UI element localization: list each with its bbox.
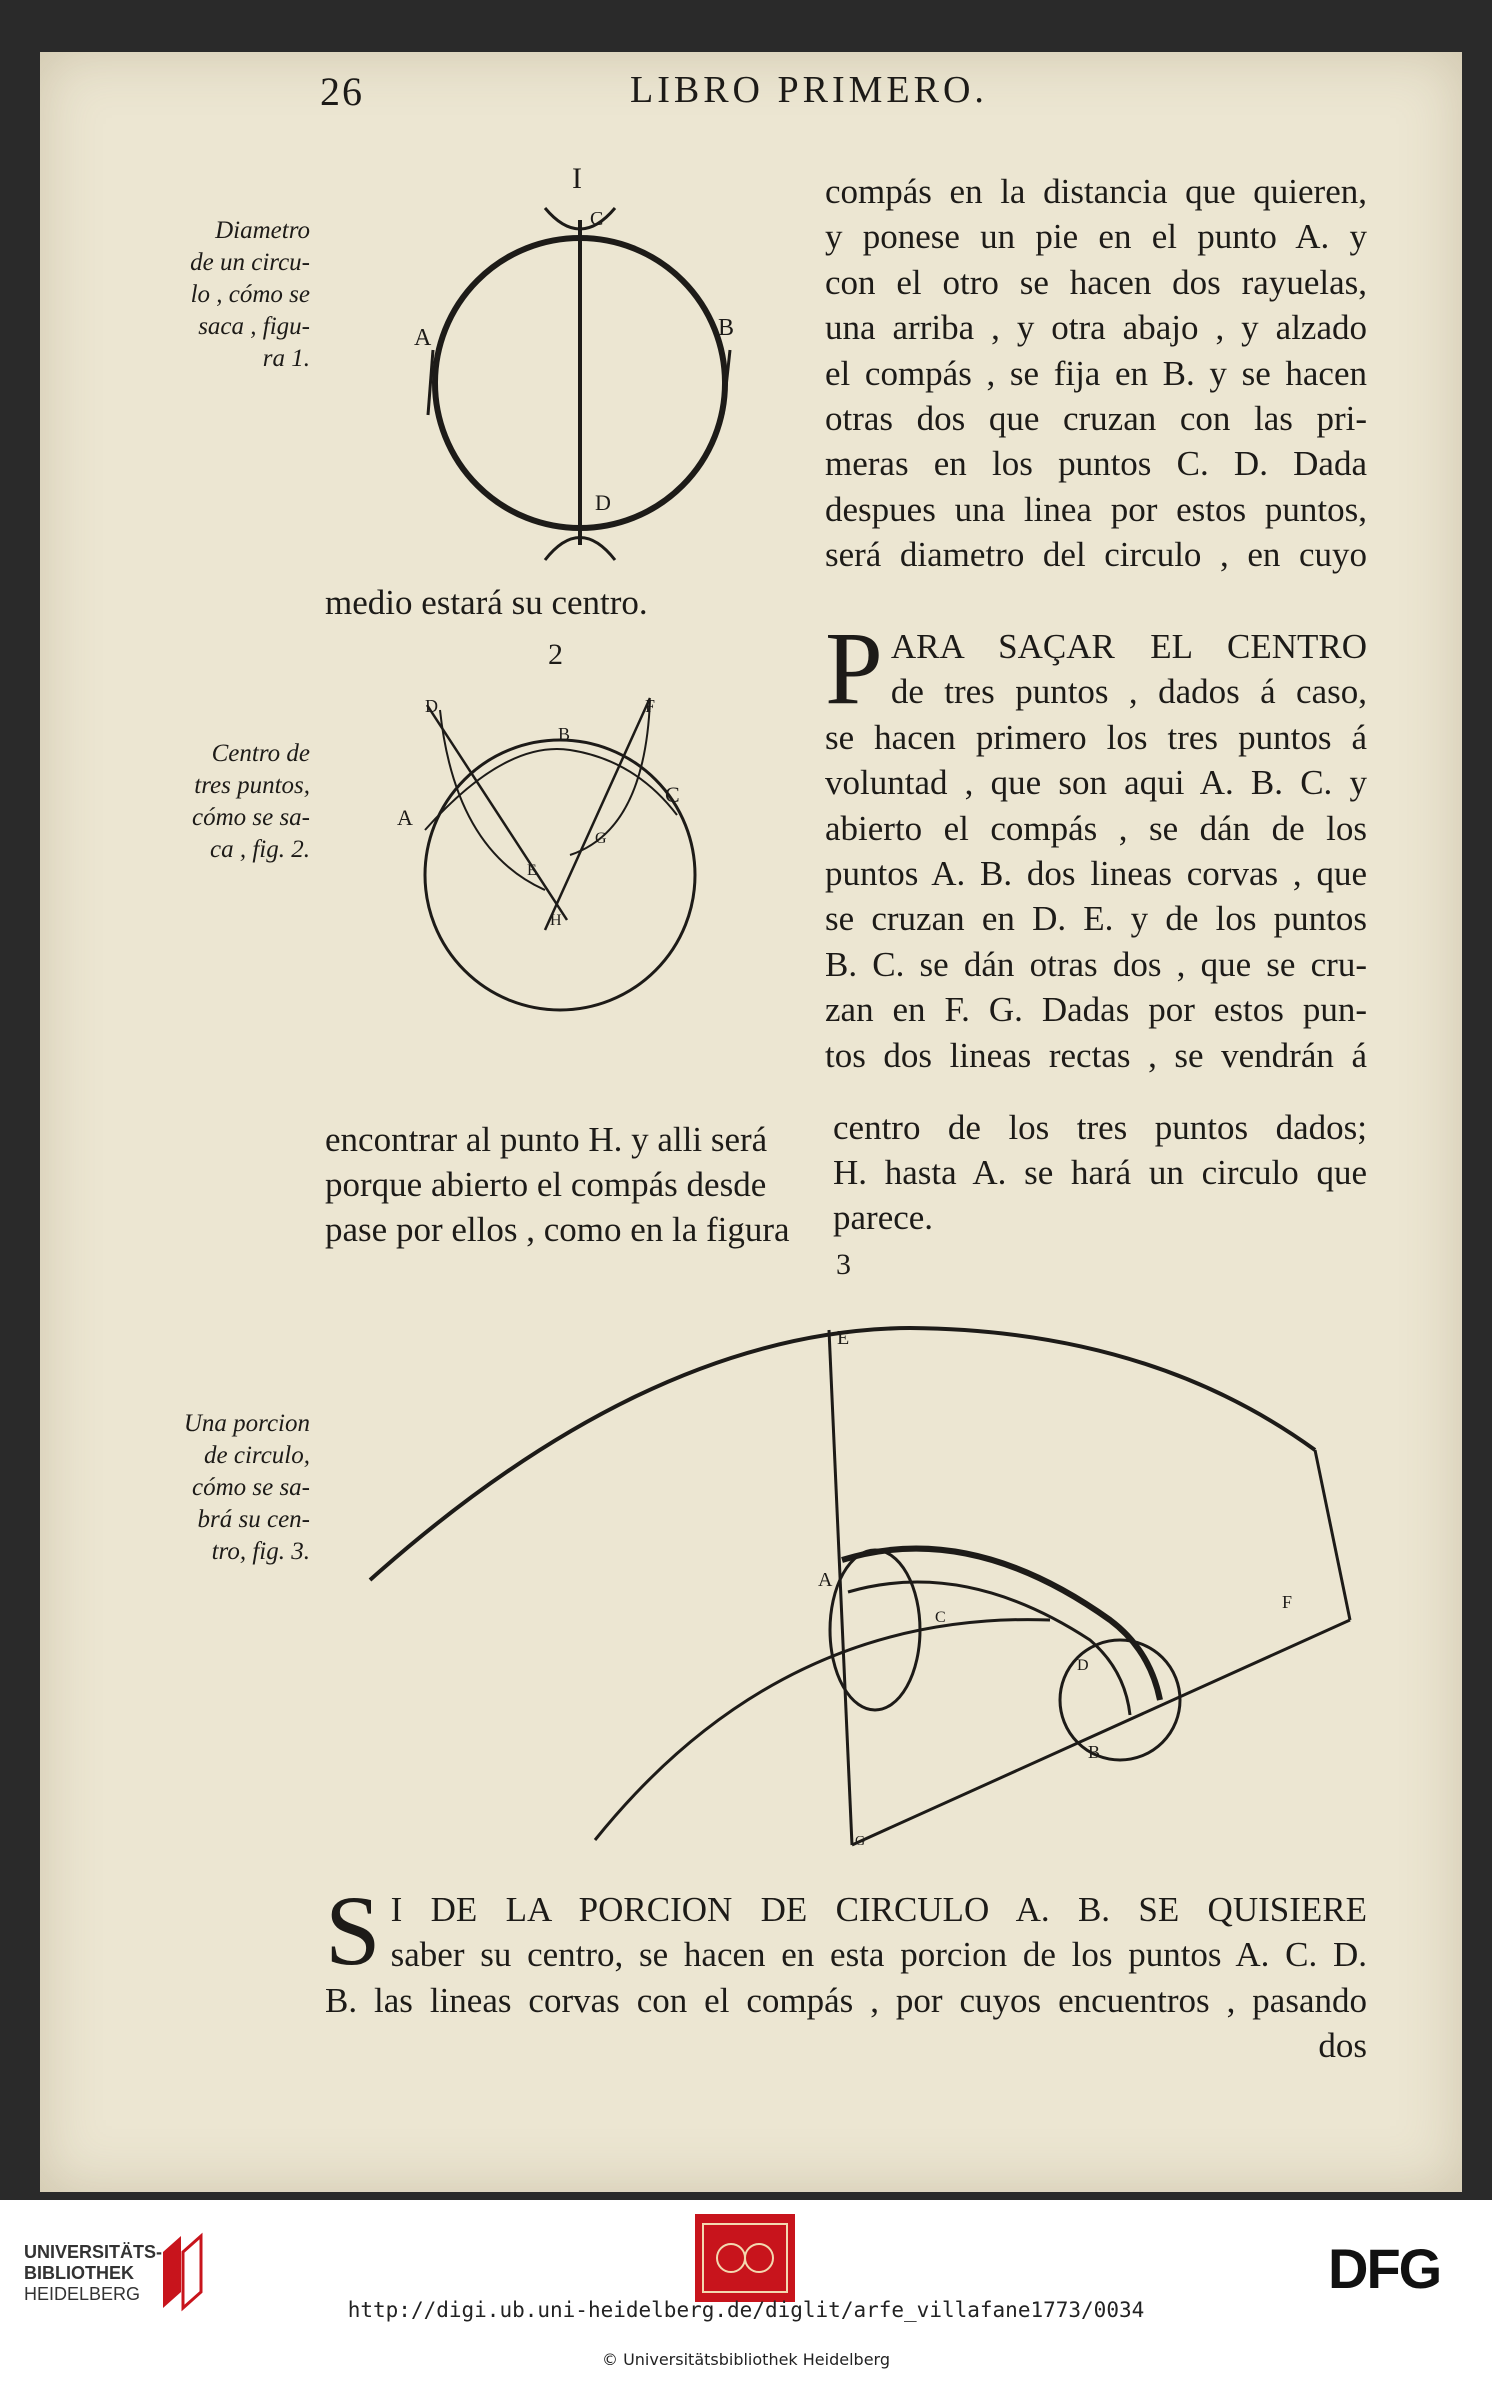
margin-note-fig2	[170, 738, 310, 866]
fig2-circle	[425, 740, 695, 1010]
margin-line: saca , figu-	[198, 313, 310, 340]
fig3-line-g	[852, 1620, 1350, 1845]
text-line: abierto el compás , se dán de los	[825, 808, 1367, 848]
fig2-label-D: D	[425, 696, 438, 716]
dfg-logo[interactable]: DFG	[1328, 2237, 1441, 2300]
text-line: despues una linea por estos puntos,	[825, 489, 1367, 529]
text-line-right: H. hasta A. se hará un circulo que	[833, 1153, 1367, 1192]
mixed-line-row	[325, 1150, 1367, 1204]
margin-line: Una porcion	[183, 1410, 310, 1437]
text-line: B. C. se dán otras dos , que se cru-	[825, 944, 1367, 984]
fig1-label-C: C	[590, 208, 604, 230]
mixed-line-row	[325, 1105, 1367, 1159]
fig2-line-de	[427, 705, 567, 920]
fig2-label-E: E	[527, 862, 537, 879]
fig2-label-G: G	[595, 830, 607, 847]
catchword: dos	[1318, 2026, 1367, 2066]
copyright-notice: © Universitätsbibliothek Heidelberg	[601, 2350, 890, 2369]
paragraph-3	[325, 1875, 1367, 2069]
figure-3-diagram	[350, 1320, 1340, 1860]
figure-3-number: 3	[836, 1248, 851, 1281]
margin-line: Centro de	[211, 740, 310, 767]
page-number: 26	[320, 69, 364, 114]
figure-2-number: 2	[548, 638, 563, 671]
fig3-label-D: D	[1077, 1657, 1089, 1674]
fig3-label-A: A	[818, 1569, 833, 1591]
margin-line: tres puntos,	[194, 772, 310, 799]
text-line: el compás , se fija en B. y se hacen	[825, 353, 1367, 393]
text-line-right: centro de los tres puntos dados;	[833, 1108, 1367, 1147]
fig3-label-C: C	[935, 1609, 946, 1626]
text-line-right: parece.	[833, 1198, 934, 1237]
margin-line: tro, fig. 3.	[211, 1538, 310, 1565]
text-line: será diametro del circulo , en cuyo	[825, 535, 1367, 575]
margin-line: cómo se sa-	[191, 1474, 310, 1501]
mixed-line-row	[325, 1195, 1367, 1249]
margin-line: de circulo,	[204, 1442, 310, 1469]
text-line: de tres puntos , dados á caso,	[890, 672, 1367, 712]
text-line-left: porque abierto el compás desde	[325, 1165, 767, 1204]
margin-line: lo , cómo se	[190, 281, 310, 308]
fig2-label-C: C	[665, 782, 680, 807]
text-line: se hacen primero los tres puntos á	[825, 717, 1367, 757]
text-line-left: encontrar al punto H. y alli será	[325, 1120, 768, 1159]
library-name	[24, 2242, 162, 2305]
figure-2-diagram	[395, 680, 725, 1020]
fig1-label-D: D	[595, 490, 611, 515]
margin-line: de un circu-	[190, 249, 310, 276]
margin-line: Diametro	[215, 217, 310, 244]
fig2-label-F: F	[645, 696, 656, 716]
margin-line: brá su cen-	[197, 1506, 310, 1533]
text-line: voluntad , que son aqui A. B. C. y	[825, 763, 1367, 803]
text-line: ARA SAÇAR EL CENTRO	[890, 627, 1367, 666]
fig2-label-B: B	[558, 724, 571, 744]
fig3-band	[842, 1549, 1160, 1700]
margin-line: ra 1.	[262, 345, 310, 372]
viewer-footer	[0, 2200, 1492, 2388]
running-head: LIBRO PRIMERO.	[630, 69, 988, 111]
text-line: I DE LA PORCION DE CIRCULO A. B. SE QUISIERE	[390, 1890, 1367, 1929]
library-name-line: UNIVERSITÄTS-	[24, 2242, 163, 2262]
text-line: otras dos que cruzan con las pri-	[825, 399, 1367, 439]
library-name-line: BIBLIOTHEK	[24, 2263, 134, 2283]
dropcap-P: P	[825, 611, 883, 726]
fig3-label-B: B	[1088, 1742, 1101, 1762]
text-line: se cruzan en D. E. y de los puntos	[825, 899, 1367, 939]
fig1-label-A: A	[414, 325, 432, 351]
fig3-label-G: G	[855, 1834, 866, 1849]
fig3-outer-arc	[370, 1328, 1315, 1580]
text-line: saber su centro, se hacen en esta porcion de los puntos A. C. D.	[390, 1935, 1367, 1975]
fig2-label-A: A	[397, 805, 413, 830]
text-line: con el otro se hacen dos rayuelas,	[825, 262, 1367, 302]
paragraph-1-column	[825, 169, 1367, 578]
margin-line: ca , fig. 2.	[210, 836, 310, 863]
fig1-label-I: I	[572, 162, 582, 195]
paragraph-2-column	[825, 611, 1367, 1078]
fig3-label-F: F	[1282, 1592, 1293, 1612]
paragraph-1-end	[325, 580, 648, 625]
fig3-inner-arc	[595, 1620, 1050, 1840]
text-line: puntos A. B. dos lineas corvas , que	[825, 854, 1367, 894]
fig3-label-E: E	[837, 1327, 850, 1349]
text-line: compás en la distancia que quieren,	[825, 172, 1367, 211]
fig1-label-B: B	[718, 315, 735, 341]
dropcap-S: S	[325, 1875, 381, 1986]
margin-line: cómo se sa-	[191, 804, 310, 831]
episteme-emblem-icon	[695, 2214, 795, 2302]
paragraph-2-continuation	[325, 1105, 1367, 1249]
text-line: una arriba , y otra abajo , y alzado	[825, 308, 1367, 348]
page-header	[320, 68, 1080, 128]
text-line-left: pase por ellos , como en la figura	[325, 1210, 790, 1249]
margin-note-fig1	[170, 215, 310, 375]
episteme-logo[interactable]	[695, 2214, 795, 2302]
text-line: medio estará su centro.	[325, 583, 648, 622]
library-name-line: HEIDELBERG	[24, 2284, 141, 2304]
margin-note-fig3	[170, 1408, 310, 1568]
permalink-url[interactable]: http://digi.ub.uni-heidelberg.de/diglit/arfe_villafane1773/0034	[347, 2298, 1145, 2322]
figure-1-diagram	[400, 150, 735, 570]
text-line: tos dos lineas rectas , se vendrán á	[825, 1035, 1367, 1075]
text-line: meras en los puntos C. D. Dada	[825, 444, 1367, 484]
text-line: y ponese un pie en el punto A. y	[825, 217, 1367, 257]
text-line: zan en F. G. Dadas por estos pun-	[825, 990, 1367, 1030]
text-line: B. las lineas corvas con el compás , por cuyos encuentros , pasando	[325, 1980, 1367, 2020]
fig2-label-H: H	[550, 912, 562, 929]
